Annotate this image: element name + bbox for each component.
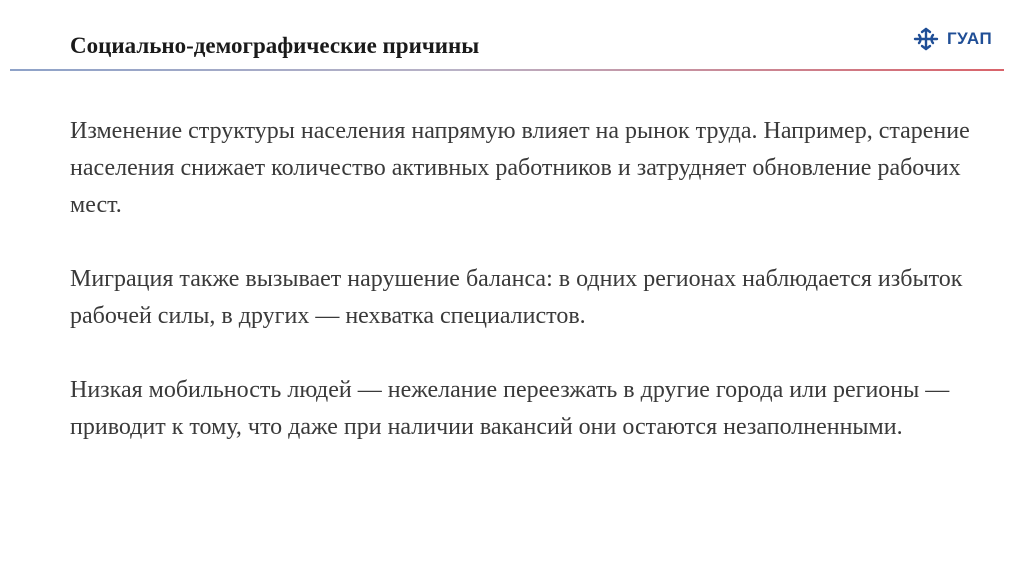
- guap-emblem-icon: [912, 27, 940, 51]
- paragraph-population-structure: Изменение структуры населения напрямую влияет на рынок труда. Например, старение населения снижает количество активных работников и затрудняет обновление рабочих мест.: [70, 118, 970, 218]
- paragraph-mobility: Низкая мобильность людей — нежелание переезжать в другие города или регионы — приводит к тому, что даже при наличии вакансий они остаются незаполненными.: [70, 377, 950, 440]
- logo-text: ГУАП: [947, 29, 993, 48]
- paragraph-migration: Миграция также вызывает нарушение баланса: в одних регионах наблюдается избыток рабочей силы, в других — нехватка специалистов.: [70, 266, 963, 329]
- slide-title: Социально-демографические причины: [70, 33, 480, 58]
- guap-logo: [912, 26, 992, 52]
- slide-body: [70, 113, 990, 446]
- header-divider: [10, 69, 1004, 71]
